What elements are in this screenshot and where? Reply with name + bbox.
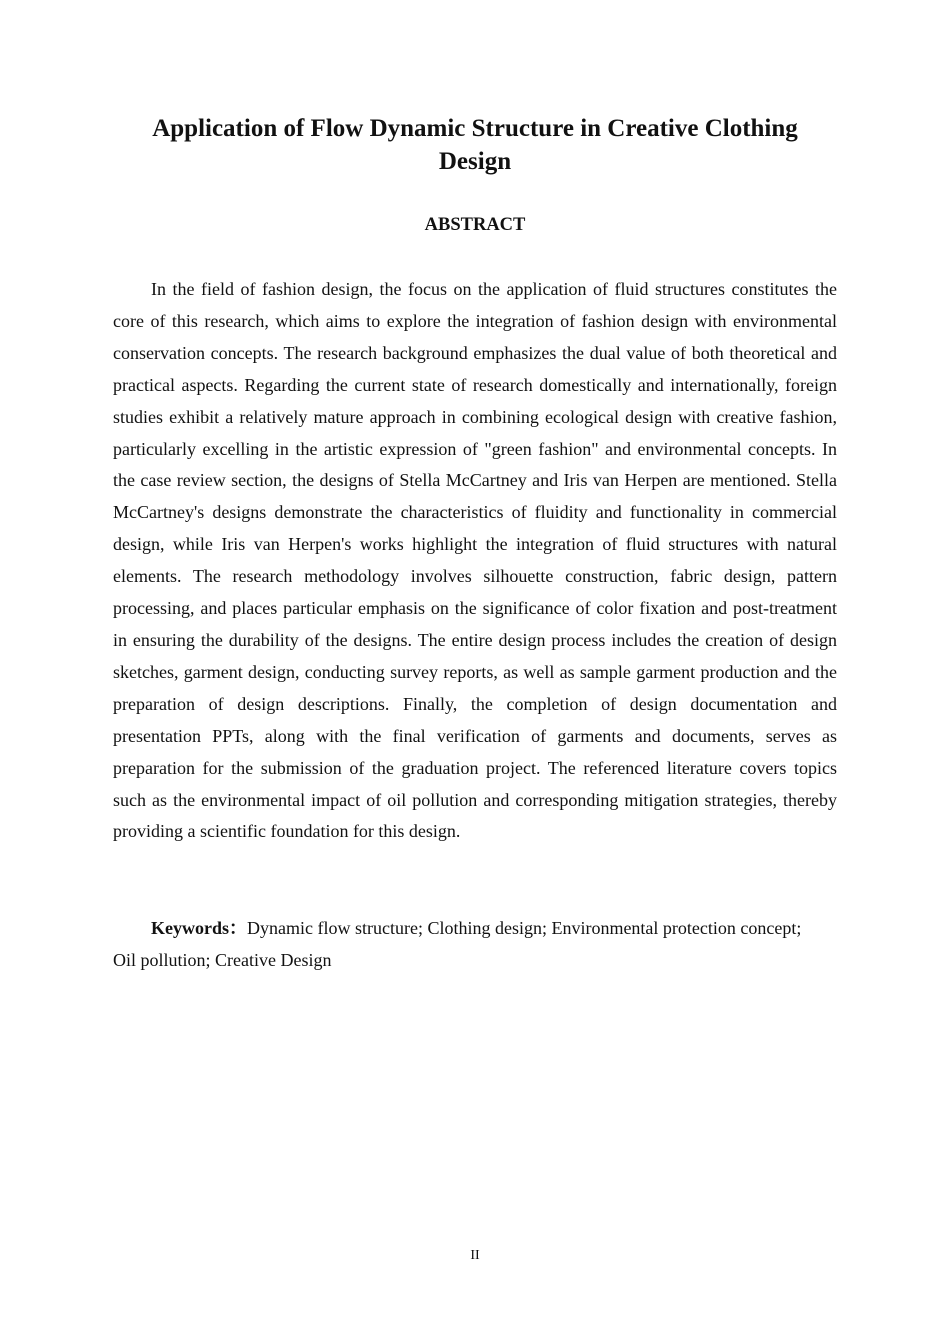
abstract-body: In the field of fashion design, the focus on the application of fluid structures constitutes the core of this research, which aims to explore the integration of fashion design with environmental conservation concepts. The research background emphasizes the dual value of both theoretical and practical aspects. Regarding the current state of research domestically and internationally, foreign studies exhibit a relatively mature approach in combining ecological design with creative fashion, particularly excelling in the artistic expression of "green fashion" and environmental concepts. In the case review section, the designs of Stella McCartney and Iris van Herpen are mentioned. Stella McCartney's designs demonstrate the characteristics of fluidity and functionality in commercial design, while Iris van Herpen's works highlight the integration of fluid structures with natural elements. The research methodology involves silhouette construction, fabric design, pattern processing, and places particular emphasis on the significance of color fixation and post-treatment in ensuring the durability of the designs. The entire design process includes the creation of design sketches, garment design, conducting survey reports, as well as sample garment production and the preparation of design descriptions. Finally, the completion of design documentation and presentation PPTs, along with the final verification of garments and documents, serves as preparation for the submission of the graduation project. The referenced literature covers topics such as the environmental impact of oil pollution and corresponding mitigation strategies, thereby providing a scientific foundation for this design. — [113, 279, 837, 842]
keywords-label: Keywords： — [151, 918, 247, 938]
document-title: Application of Flow Dynamic Structure in Creative Clothing Design — [152, 115, 798, 175]
abstract-heading: ABSTRACT — [424, 215, 526, 235]
keywords-paragraph — [113, 913, 803, 977]
page-number: II — [470, 1248, 480, 1263]
keywords-text: Dynamic flow structure; Clothing design; Environmental protection concept; Oil pollution; Creative Design — [113, 918, 802, 970]
